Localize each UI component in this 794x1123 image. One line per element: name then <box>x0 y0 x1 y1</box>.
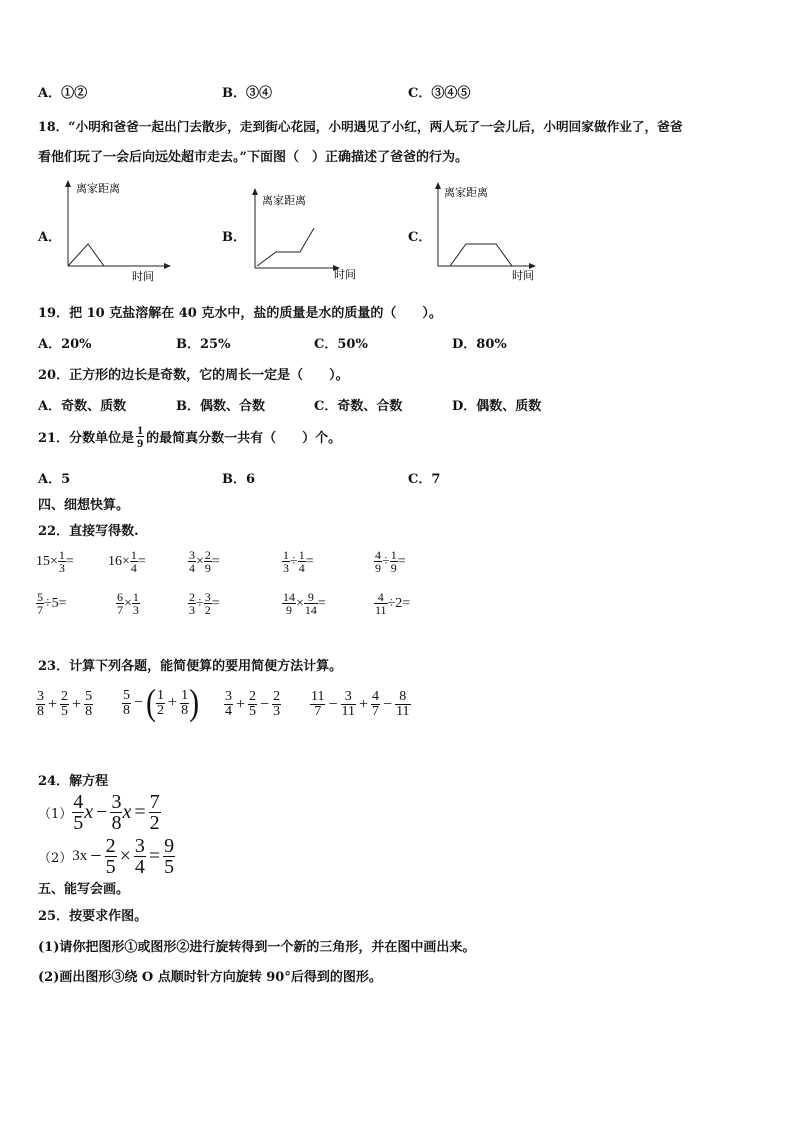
q18-text-line1: 18．“小明和爸爸一起出门去散步，走到街心花园，小明遇见了小红，两人玩了一会儿后，小明回家做作业了，爸爸 <box>38 119 683 134</box>
q19-option-d: D．80% <box>452 337 507 352</box>
q25-part-2: (2)画出图形③绕 O 点顺时针方向旋转 90°后得到的图形。 <box>38 970 382 985</box>
q23-expr-4: $\frac{11}{7}$ − $\frac{3}{11}$ + $\frac{4}{7}$ − $\frac{8}{11}$ <box>311 689 410 719</box>
q23-expr-3: $\frac{3}{4}$ + $\frac{2}{5}$ − $\frac{2}{3}$ <box>225 689 281 719</box>
q20-option-b: B．偶数、合数 <box>176 399 265 414</box>
section-4-heading: 四、细想快算。 <box>38 498 130 513</box>
q24-equation-2: （2） 3x − $\frac{2}{5}$ × $\frac{3}{4}$ = $\frac{9}{5}$ <box>38 835 175 878</box>
q18-option-a: A． <box>38 230 62 245</box>
q19-text: 19．把 10 克盐溶解在 40 克水中，盐的质量是水的质量的（ ）。 <box>38 306 442 321</box>
q22-item-7: $\frac{6}{7}$ × $\frac{1}{3}$ <box>117 590 139 617</box>
q22-title: 22．直接写得数. <box>38 524 139 539</box>
q22-item-4: $\frac{1}{3}$ ÷ $\frac{1}{4}$ = <box>283 548 314 575</box>
q22-item-9: $\frac{14}{9}$ × $\frac{9}{14}$ = <box>283 590 326 617</box>
q23-expr-2: $\frac{5}{8}$ − ( $\frac{1}{2}$ + $\frac{1}{8}$ ) <box>123 681 200 723</box>
q22-item-2: 16× $\frac{1}{4}$ = <box>108 548 146 575</box>
q17-option-a: A．①② <box>38 86 88 101</box>
q22-item-10: $\frac{4}{11}$ ÷2= <box>375 590 411 617</box>
q21-text: 21．分数单位是 $\frac{1}{9}$ 的最简真分数一共有（ ）个。 <box>38 423 342 450</box>
q20-option-a: A．奇数、质数 <box>38 399 127 414</box>
q20-option-c: C．奇数、合数 <box>314 399 403 414</box>
section-5-heading: 五、能写会画。 <box>38 882 130 897</box>
q19-option-b: B．25% <box>176 337 231 352</box>
q18-option-c: C． <box>408 230 432 245</box>
q24-title: 24．解方程 <box>38 774 109 789</box>
q21-fraction: $\frac{1}{9}$ <box>137 423 144 450</box>
q22-item-1: 15× $\frac{1}{3}$ = <box>36 548 74 575</box>
q17-option-c: C．③④⑤ <box>408 86 471 101</box>
graph-a-ylabel: 离家距离 <box>76 182 120 195</box>
q24-equation-1: （1） $\frac{4}{5}$ x − $\frac{3}{8}$ x = $\frac{7}{2}$ <box>38 791 160 834</box>
q25-part-1: (1)请你把图形①或图形②进行旋转得到一个新的三角形，并在图中画出来。 <box>38 940 476 955</box>
graph-c-ylabel: 离家距离 <box>444 186 488 199</box>
q21-option-b: B．6 <box>222 472 256 487</box>
q22-item-8: $\frac{2}{3}$ ÷ $\frac{3}{2}$ = <box>189 590 220 617</box>
q18-graph-b <box>248 186 368 281</box>
q22-item-3: $\frac{3}{4}$ × $\frac{2}{9}$ = <box>189 548 220 575</box>
q17-option-b: B．③④ <box>222 86 273 101</box>
q18-option-b: B． <box>222 230 246 245</box>
q18-graph-a <box>62 178 172 283</box>
q19-option-c: C．50% <box>314 337 368 352</box>
q20-text: 20．正方形的边长是奇数，它的周长一定是（ ）。 <box>38 368 349 383</box>
q18-graph-c <box>432 180 544 282</box>
q21-option-c: C．7 <box>408 472 441 487</box>
q23-title: 23．计算下列各题，能简便算的要用简便方法计算。 <box>38 659 343 674</box>
q22-item-6: $\frac{5}{7}$ ÷5= <box>37 590 67 617</box>
q23-expr-1: $\frac{3}{8}$ + $\frac{2}{5}$ + $\frac{5}{8}$ <box>37 689 93 719</box>
q21-option-a: A．5 <box>38 472 71 487</box>
graph-a-xlabel: 时间 <box>132 270 154 283</box>
graph-c-xlabel: 时间 <box>512 269 534 282</box>
graph-b-ylabel: 离家距离 <box>262 194 306 207</box>
q18-text-line2: 看他们玩了一会后向远处超市走去。”下面图（ ）正确描述了爸爸的行为。 <box>38 150 468 165</box>
graph-b-xlabel: 时间 <box>334 268 356 281</box>
q25-title: 25．按要求作图。 <box>38 909 148 924</box>
q20-option-d: D．偶数、质数 <box>452 399 542 414</box>
q22-item-5: $\frac{4}{9}$ ÷ $\frac{1}{9}$ = <box>375 548 406 575</box>
q19-option-a: A．20% <box>38 337 92 352</box>
